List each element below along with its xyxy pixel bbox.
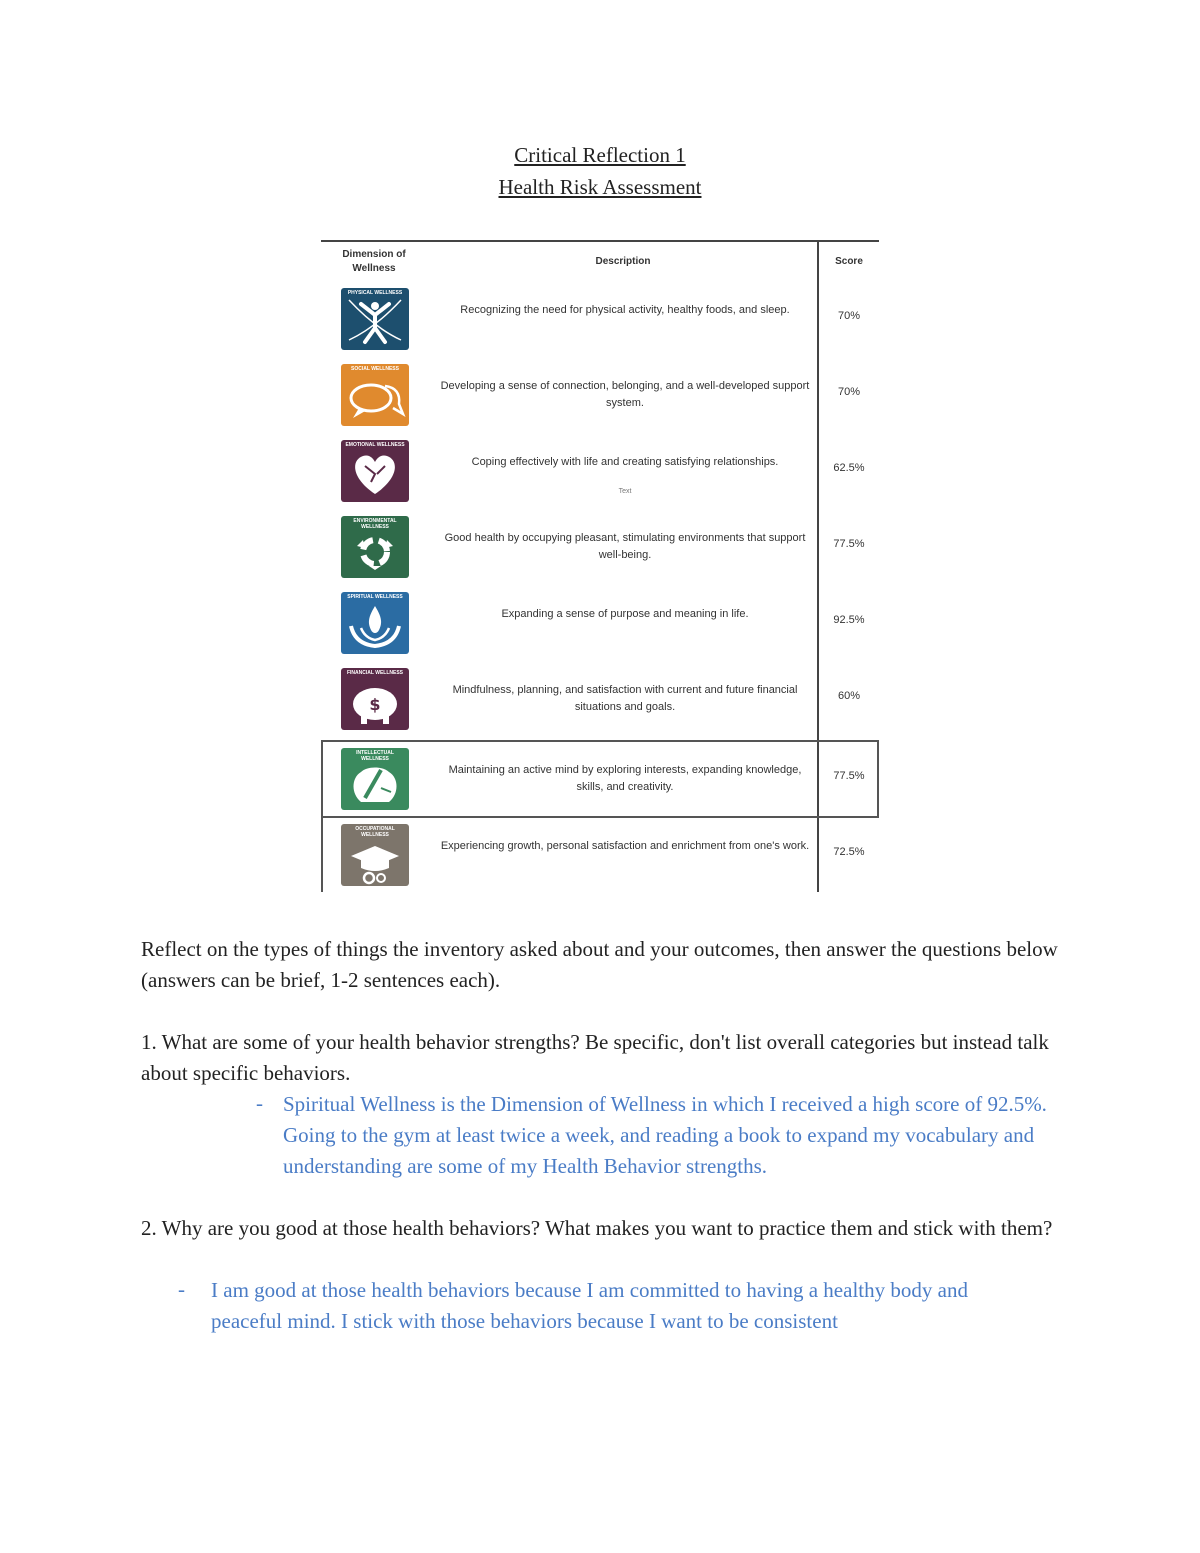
svg-text:$: $	[369, 695, 381, 714]
row-description: Maintaining an active mind by exploring interests, expanding knowledge, skills, and creativity.	[448, 764, 802, 793]
question-2: 2. Why are you good at those health behaviors? What makes you want to practice them and stick with them?	[141, 1216, 1053, 1240]
social-wellness-icon	[341, 364, 409, 426]
table-row	[321, 816, 879, 892]
document-title: Critical Reflection 1	[514, 143, 686, 167]
row-score: 92.5%	[833, 614, 865, 626]
table-row	[321, 740, 879, 816]
question-1: 1. What are some of your health behavior strengths? Be specific, don't list overall categories but instead talk about specific behaviors.	[141, 1030, 1049, 1085]
answer-1: Spiritual Wellness is the Dimension of Wellness in which I received a high score of 92.5%. Going to the gym at least twice a week, and reading a book to expand my vocabulary and understanding are some of my Health Behavior strengths.	[283, 1092, 1047, 1178]
table-row	[321, 432, 879, 508]
table-row	[321, 280, 879, 356]
table-row	[321, 660, 879, 736]
row-description: Expanding a sense of purpose and meaning in life.	[501, 608, 749, 620]
column-header-score: Score	[835, 256, 863, 267]
environmental-wellness-icon	[341, 516, 409, 578]
row-description: Mindfulness, planning, and satisfaction with current and future financial situations and goals.	[452, 684, 798, 713]
column-header-description: Description	[595, 256, 651, 267]
intellectual-wellness-icon	[341, 748, 409, 810]
row-score: 77.5%	[833, 538, 865, 550]
row-description: Coping effectively with life and creating satisfying relationships.	[471, 456, 779, 468]
table-top-border	[321, 240, 879, 242]
document-subtitle: Health Risk Assessment	[498, 175, 702, 199]
row-score: 62.5%	[833, 462, 865, 474]
physical-wellness-icon	[341, 288, 409, 350]
icon-label: PHYSICAL WELLNESS	[347, 290, 403, 296]
bullet-dash: -	[256, 1091, 263, 1115]
table-row	[321, 508, 879, 584]
row-score: 77.5%	[833, 770, 865, 782]
row-note: Text	[618, 488, 632, 495]
financial-wellness-icon	[341, 668, 409, 730]
row-description: Good health by occupying pleasant, stimulating environments that support well-being.	[444, 532, 806, 561]
row-score: 72.5%	[833, 846, 865, 858]
icon-label: EMOTIONAL WELLNESS	[345, 442, 405, 448]
icon-label: FINANCIAL WELLNESS	[346, 670, 404, 676]
column-header-dimension: Dimension of Wellness	[342, 249, 406, 274]
wellness-table	[321, 240, 879, 892]
spiritual-wellness-icon	[341, 592, 409, 654]
icon-label: SPIRITUAL WELLNESS	[347, 594, 403, 600]
row-description: Experiencing growth, personal satisfaction and enrichment from one's work.	[440, 840, 810, 852]
row-description: Recognizing the need for physical activity, healthy foods, and sleep.	[460, 304, 790, 316]
icon-label: ENVIRONMENTAL WELLNESS	[353, 518, 397, 530]
table-row	[321, 584, 879, 660]
answer-2: I am good at those health behaviors because I am committed to having a healthy body and peaceful mind. I stick with those behaviors because I want to be consistent	[211, 1278, 968, 1333]
row-description: Developing a sense of connection, belonging, and a well-developed support system.	[440, 380, 810, 409]
icon-label: SOCIAL WELLNESS	[351, 366, 399, 372]
bullet-dash: -	[178, 1277, 185, 1301]
table-row	[321, 356, 879, 432]
row-score: 70%	[837, 386, 861, 398]
icon-label: INTELLECTUAL WELLNESS	[356, 750, 394, 762]
occupational-wellness-icon	[341, 824, 409, 886]
row-score: 70%	[837, 310, 861, 322]
intro-paragraph: Reflect on the types of things the inventory asked about and your outcomes, then answer the questions below (answers can be brief, 1-2 sentences each).	[141, 937, 1058, 992]
icon-label: OCCUPATIONAL WELLNESS	[355, 826, 395, 838]
emotional-wellness-icon	[341, 440, 409, 502]
row-score: 60%	[837, 690, 861, 702]
